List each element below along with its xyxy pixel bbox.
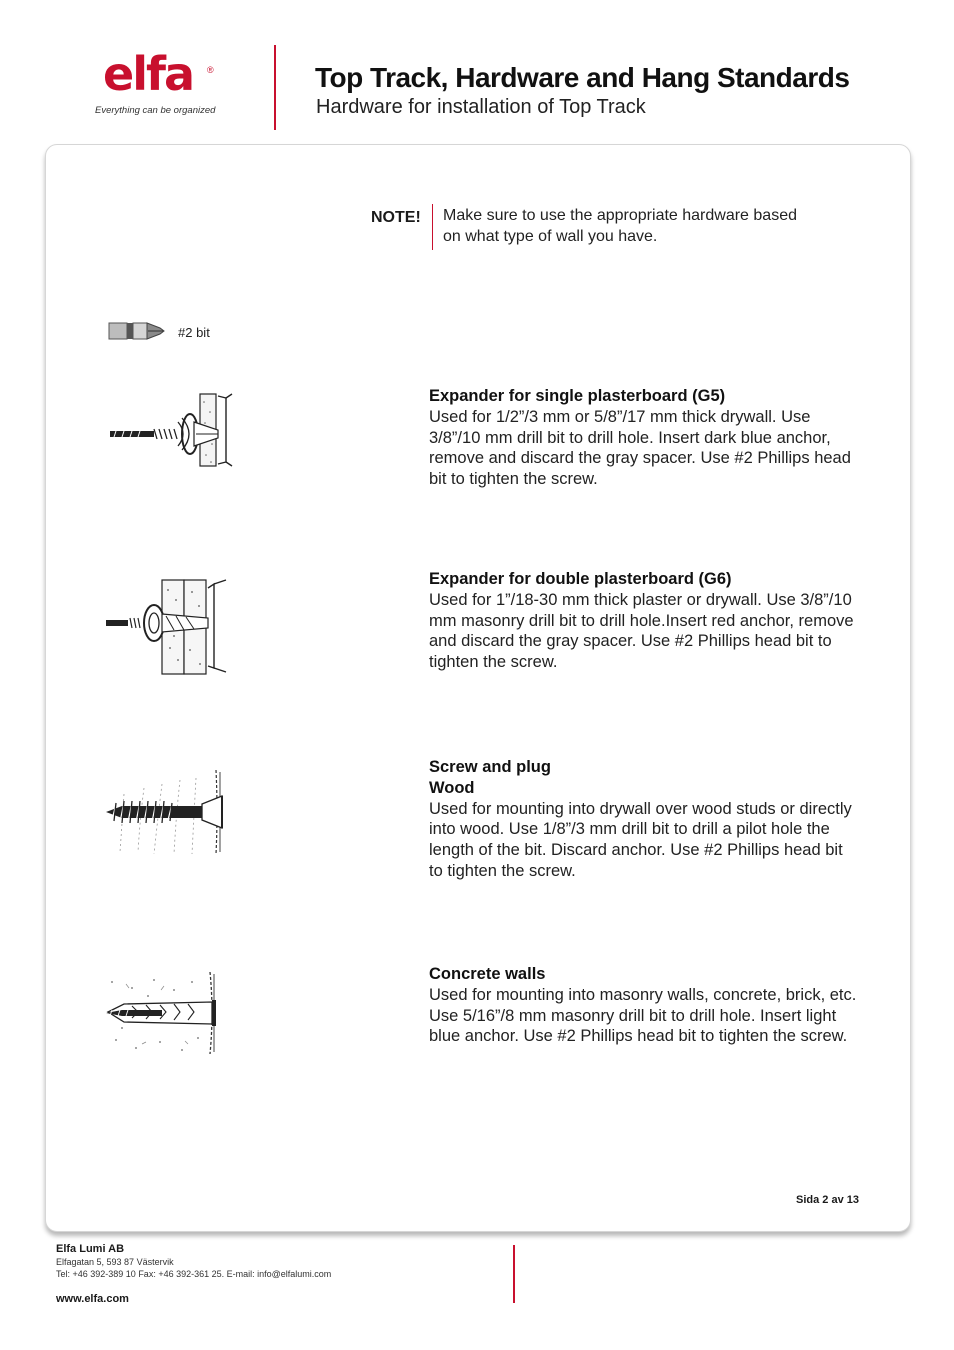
content-panel	[45, 144, 911, 1232]
item-heading: Concrete walls	[429, 965, 546, 983]
footer-company: Elfa Lumi AB	[56, 1243, 125, 1255]
note-divider	[432, 204, 433, 250]
note-label: NOTE!	[371, 209, 421, 226]
item-description: Used for 1”/18-30 mm thick plaster or drywall. Use 3/8”/10 mm masonry drill bit to drill hole.Insert red anchor, remove and discard the gray spacer. Use #2 Phillips head bit to tighten the screw.	[429, 590, 854, 672]
item-screw-and-plug	[429, 757, 859, 882]
item-description: Used for 1/2”/3 mm or 5/8”/17 mm thick drywall. Use 3/8”/10 mm drill bit to drill hole. Insert dark blue anchor, remove and discard the gray spacer. Use #2 Phillips head bit to tighten the screw.	[429, 407, 851, 489]
item-description: Used for mounting into drywall over wood studs or directly into wood. Use 1/8”/3 mm drill bit to drill a pilot hole the length of the bit. Discard anchor. Use #2 Phillips head bit to tighten the screw.	[429, 799, 852, 880]
item-heading: Screw and plug	[429, 758, 551, 776]
bit-label: #2 bit	[178, 325, 210, 340]
single-plasterboard-expander-icon	[108, 392, 243, 472]
page-number: Sida 2 av 13	[796, 1194, 859, 1206]
item-single-plasterboard	[429, 386, 859, 490]
registered-mark: ®	[207, 65, 214, 75]
concrete-plug-icon	[102, 968, 257, 1058]
footer-contact: Tel: +46 392-389 10 Fax: +46 392-361 25. E-mail: info@elfalumi.com	[56, 1269, 332, 1279]
footer-website-link[interactable]: www.elfa.com	[56, 1293, 129, 1305]
elfa-logo	[95, 47, 245, 120]
logo-wordmark: elfa	[103, 47, 194, 101]
item-heading: Expander for single plasterboard (G5)	[429, 387, 726, 405]
logo-tagline: Everything can be organized	[95, 105, 216, 116]
double-plasterboard-expander-icon	[104, 578, 234, 678]
item-subheading: Wood	[429, 778, 475, 797]
wood-screw-icon	[104, 768, 239, 856]
item-concrete-walls	[429, 964, 859, 1047]
screwdriver-bit-icon	[108, 320, 166, 342]
item-double-plasterboard	[429, 569, 859, 673]
page-title: Top Track, Hardware and Hang Standards	[315, 62, 850, 93]
page-subtitle: Hardware for installation of Top Track	[316, 96, 646, 118]
item-heading: Expander for double plasterboard (G6)	[429, 570, 732, 588]
header-divider	[274, 45, 276, 130]
note-text: Make sure to use the appropriate hardware based on what type of wall you have.	[443, 207, 797, 245]
item-description: Used for mounting into masonry walls, concrete, brick, etc. Use 5/16”/8 mm masonry drill bit to drill hole. Insert light blue anchor. Use #2 Phillips head bit to tighten the screw.	[429, 985, 857, 1046]
footer-address: Elfagatan 5, 593 87 Västervik	[56, 1257, 174, 1267]
footer-divider	[513, 1245, 515, 1303]
